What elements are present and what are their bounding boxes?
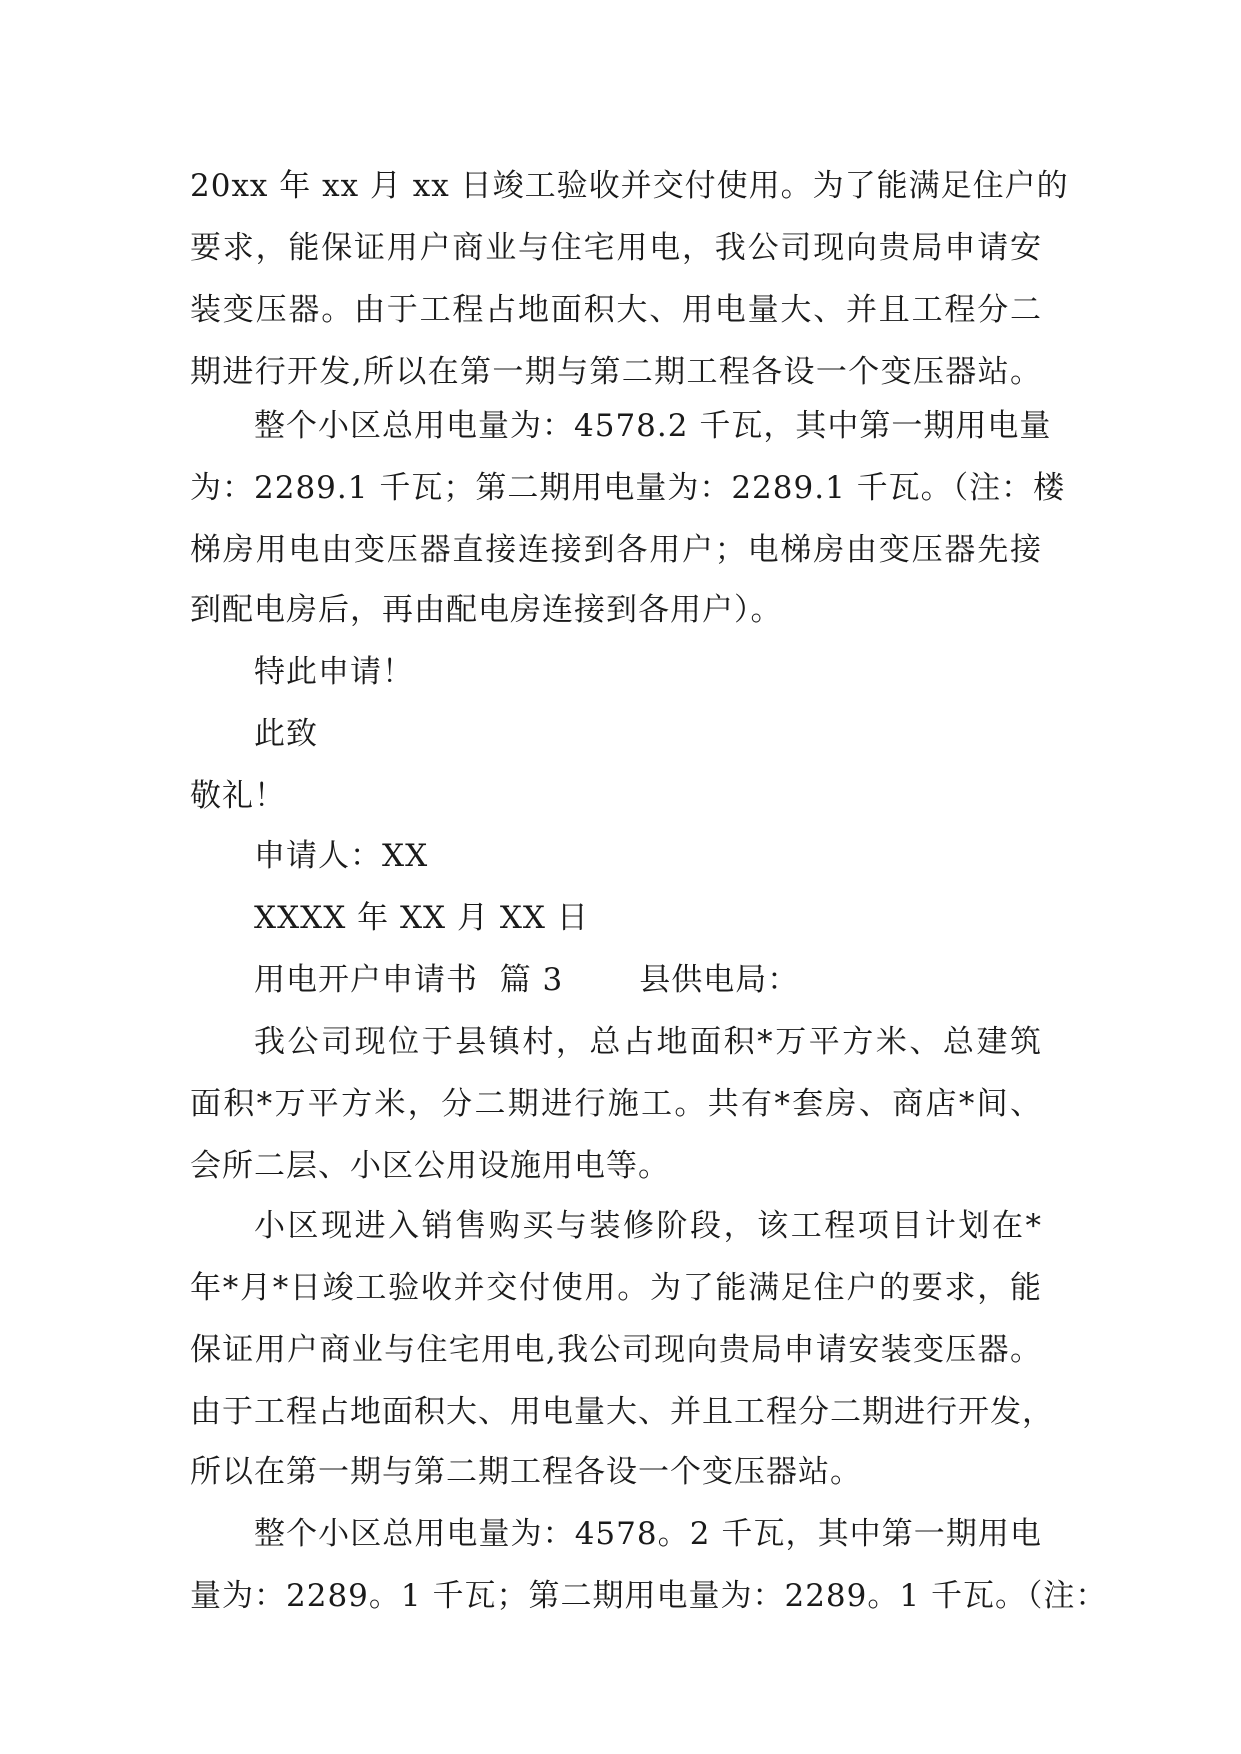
text-line: 小区现进入销售购买与装修阶段，该工程项目计划在*: [254, 1208, 1042, 1244]
text-line: 面积*万平方米，分二期进行施工。共有*套房、商店*间、: [190, 1086, 1042, 1122]
text-line: 申请人：XX: [254, 838, 429, 874]
text-line: 梯房用电由变压器直接连接到各用户；电梯房由变压器先接: [190, 532, 1042, 568]
text-line: 用电开户申请书 篇 3 县供电局：: [254, 962, 800, 998]
text-line: 20xx 年 xx 月 xx 日竣工验收并交付使用。为了能满足住户的: [190, 168, 1069, 204]
text-line: 为：2289.1 千瓦；第二期用电量为：2289.1 千瓦。（注：楼: [190, 470, 1066, 506]
text-line: 整个小区总用电量为：4578.2 千瓦，其中第一期用电量: [254, 408, 1052, 444]
text-line: 敬礼！: [190, 778, 286, 814]
text-line: 期进行开发,所以在第一期与第二期工程各设一个变压器站。: [190, 354, 1042, 390]
text-line: 所以在第一期与第二期工程各设一个变压器站。: [190, 1454, 862, 1490]
text-line: 会所二层、小区公用设施用电等。: [190, 1148, 670, 1184]
text-line: 特此申请！: [254, 654, 414, 690]
text-line: 要求，能保证用户商业与住宅用电，我公司现向贵局申请安: [190, 230, 1042, 266]
text-line: XXXX 年 XX 月 XX 日: [254, 900, 589, 936]
text-line: 装变压器。由于工程占地面积大、用电量大、并且工程分二: [190, 292, 1042, 328]
text-line: 此致: [254, 716, 318, 752]
text-line: 我公司现位于县镇村，总占地面积*万平方米、总建筑: [254, 1024, 1042, 1060]
text-line: 量为：2289。1 千瓦；第二期用电量为：2289。1 千瓦。（注：: [190, 1578, 1108, 1614]
text-line: 整个小区总用电量为：4578。2 千瓦，其中第一期用电: [254, 1516, 1042, 1552]
text-line: 到配电房后，再由配电房连接到各用户）。: [190, 592, 783, 628]
text-line: 保证用户商业与住宅用电,我公司现向贵局申请安装变压器。: [190, 1332, 1042, 1368]
text-line: 年*月*日竣工验收并交付使用。为了能满足住户的要求，能: [190, 1270, 1042, 1306]
text-line: 由于工程占地面积大、用电量大、并且工程分二期进行开发，: [190, 1394, 1054, 1430]
